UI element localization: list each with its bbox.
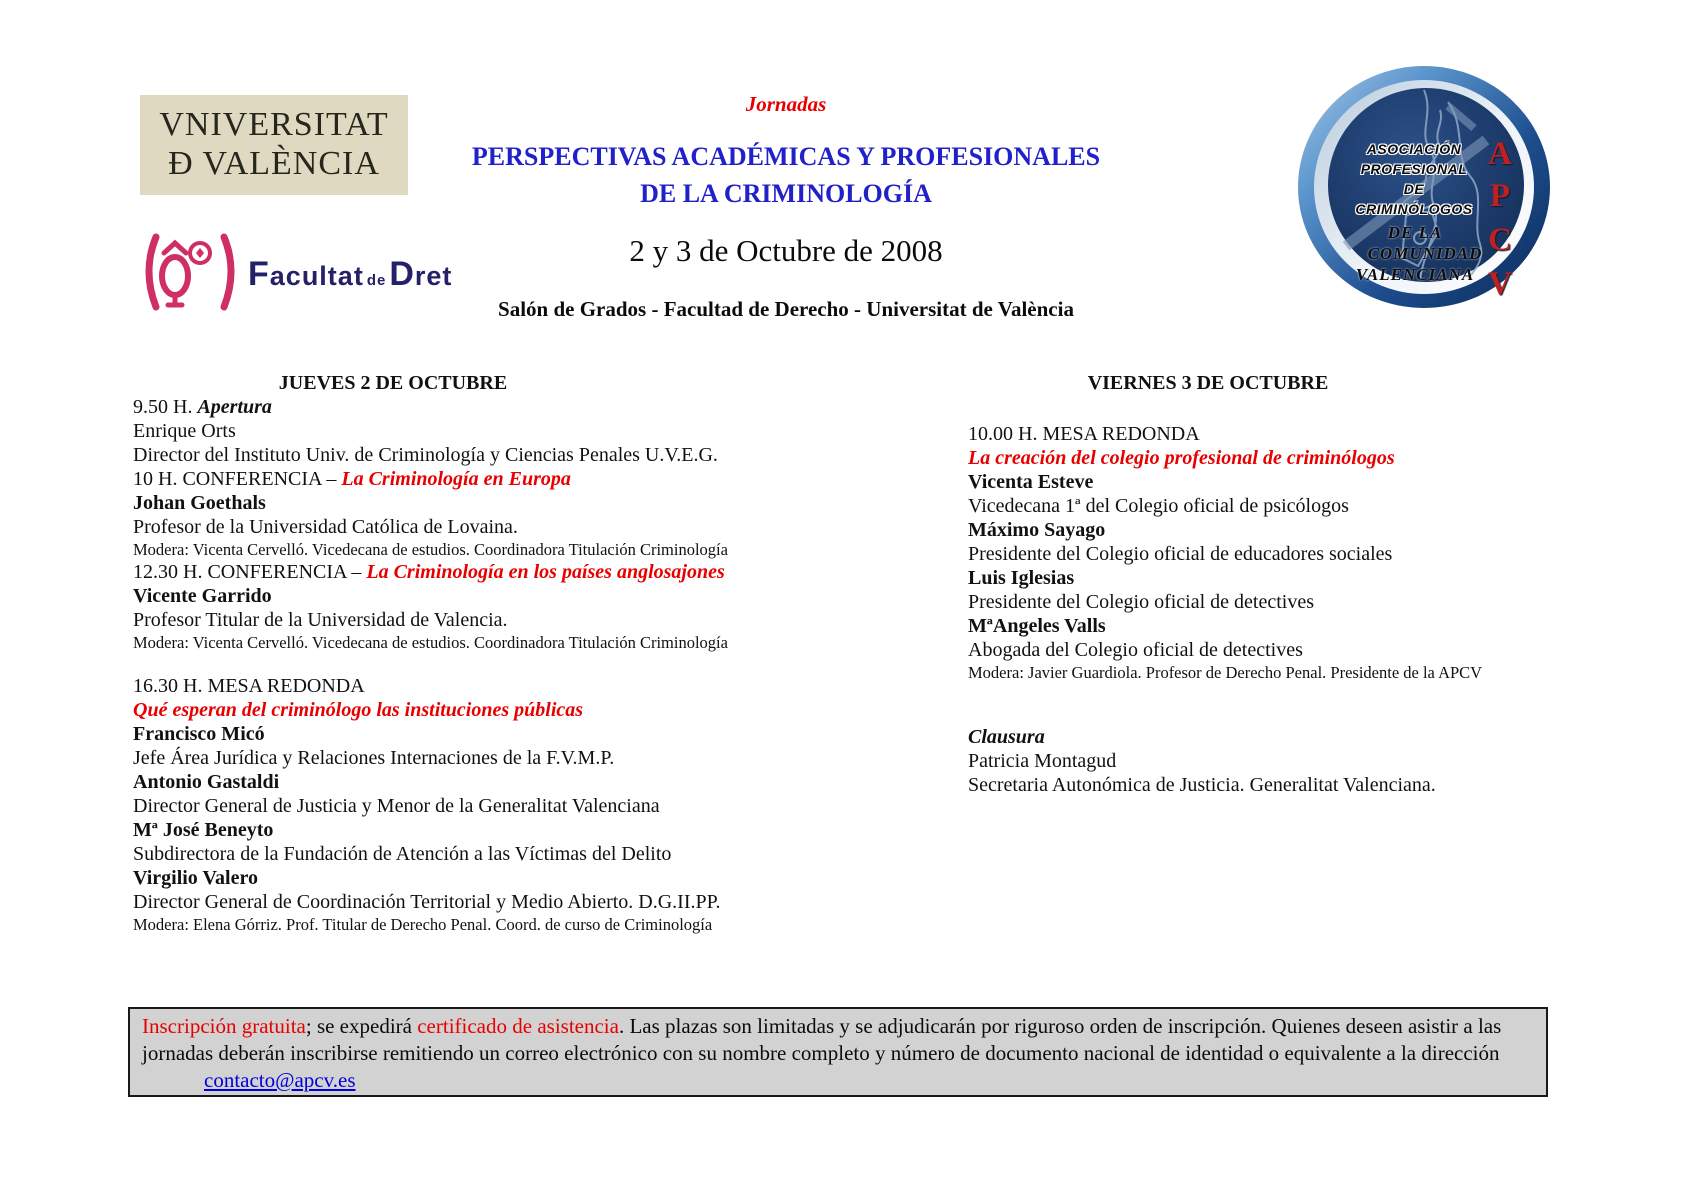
apcv-ring-text-2: PROFESIONAL	[1360, 161, 1468, 177]
program-line	[968, 518, 1448, 542]
program-line	[968, 773, 1448, 797]
apcv-ring-text-1: ASOCIACIÓN	[1366, 141, 1462, 157]
apcv-globe	[1328, 88, 1524, 302]
text-segment: Vicente Garrido	[133, 585, 272, 607]
text-segment: Vicenta Esteve	[968, 471, 1094, 493]
session-title-text: La Criminología en Europa	[341, 468, 571, 490]
program-line	[968, 590, 1448, 614]
text-segment: Subdirectora de la Fundación de Atención a las Víctimas del Delito	[133, 843, 672, 865]
program-line	[133, 914, 823, 935]
apcv-letter-v: V	[1488, 266, 1512, 302]
text-segment: Luis Iglesias	[968, 567, 1075, 589]
text-segment: Francisco Micó	[133, 723, 265, 745]
text-segment: Modera: Elena Górriz. Prof. Titular de Derecho Penal. Coord. de curso de Criminología	[133, 915, 713, 934]
program-line	[133, 491, 823, 515]
program-line	[133, 608, 823, 632]
program-line	[968, 566, 1448, 590]
program-line	[133, 818, 823, 842]
blank-line	[968, 704, 1448, 725]
program-line	[133, 746, 823, 770]
text-segment: MªAngeles Valls	[968, 615, 1106, 637]
text-segment: 10.00 H. MESA REDONDA	[968, 423, 1200, 445]
thursday-column-title: JUEVES 2 DE OCTUBRE	[278, 372, 508, 394]
dret-word: ret	[414, 260, 453, 291]
program-line	[133, 443, 823, 467]
program-line	[133, 467, 823, 491]
program-line	[968, 494, 1448, 518]
program-line	[133, 515, 823, 539]
program-line	[968, 614, 1448, 638]
text-segment: Modera: Vicenta Cervelló. Vicedecana de estudios. Coordinadora Titulación Criminología	[133, 633, 728, 652]
program-column-thursday	[133, 371, 823, 935]
program-line	[968, 749, 1448, 773]
text-segment: 9.50 H.	[133, 396, 198, 418]
text-segment: ; se expedirá	[305, 1014, 418, 1038]
apcv-ring-text-3: DE	[1403, 181, 1425, 197]
apcv-letter-a: A	[1488, 136, 1512, 172]
text-segment: Antonio Gastaldi	[133, 771, 280, 793]
text-segment: Director del Instituto Univ. de Criminología y Ciencias Penales U.V.E.G.	[133, 444, 718, 466]
blank-line	[968, 683, 1448, 704]
program-line	[133, 584, 823, 608]
program-line	[133, 722, 823, 746]
registration-info-box	[128, 1007, 1548, 1097]
apcv-serif-text-1: DE LA	[1387, 223, 1443, 242]
text-segment: Mª José Beneyto	[133, 819, 274, 841]
jornadas-label: Jornadas	[745, 92, 827, 116]
thursday-schedule	[133, 395, 823, 935]
program-line	[133, 698, 823, 722]
session-title-text: La Criminología en los países anglosajones	[366, 561, 725, 583]
text-segment: . Las plazas son limitadas y se adjudicarán por riguroso orden de inscripción. Quienes deseen asistir a las jornadas deberán inscribirse remitiendo un correo electrónico con su nombre completo y número de documento nacional de identidad o equivalente a la dirección	[142, 1014, 1502, 1065]
program-line	[968, 422, 1448, 446]
session-title-text: La creación del colegio profesional de criminólogos	[968, 447, 1395, 469]
event-title-line2: DE LA CRIMINOLOGÍA	[640, 179, 932, 208]
friday-schedule	[968, 422, 1483, 797]
text-segment: Máximo Sayago	[968, 519, 1106, 541]
text-segment: Director General de Justicia y Menor de la Generalitat Valenciana	[133, 795, 660, 817]
program-line	[133, 632, 823, 653]
text-segment: Johan Goethals	[133, 492, 266, 514]
text-segment: Enrique Orts	[133, 420, 236, 442]
program-line	[133, 890, 823, 914]
text-segment: 16.30 H. MESA REDONDA	[133, 675, 365, 697]
program-line	[133, 794, 823, 818]
event-title	[386, 138, 1186, 212]
uv-logo-line1: VNIVERSITAT	[159, 106, 389, 143]
facultat-dret-wordmark: Facultat deDret	[248, 254, 453, 293]
apcv-ring-text-4: CRIMINÓLOGOS	[1355, 201, 1473, 217]
friday-column-title: VIERNES 3 DE OCTUBRE	[1087, 372, 1329, 394]
text-segment: Abogada del Colegio oficial de detectives	[968, 639, 1303, 661]
program-line	[133, 395, 823, 419]
facultat-de: de	[366, 271, 387, 289]
program-line	[968, 638, 1448, 662]
program-line	[968, 542, 1448, 566]
blank-line	[133, 653, 823, 674]
text-segment: Profesor Titular de la Universidad de Valencia.	[133, 609, 508, 631]
program-line	[133, 866, 823, 890]
text-segment: Clausura	[968, 726, 1045, 748]
facultat-dret-emblem-icon	[138, 231, 242, 318]
text-segment: 12.30 H. CONFERENCIA –	[133, 561, 367, 583]
text-segment: Profesor de la Universidad Católica de Lovaina.	[133, 516, 518, 538]
text-segment: Vicedecana 1ª del Colegio oficial de psicólogos	[968, 495, 1349, 517]
event-date: 2 y 3 de Octubre de 2008	[629, 233, 943, 268]
apcv-serif-text-2: COMUNIDAD	[1367, 244, 1483, 263]
universitat-valencia-logo	[140, 95, 408, 195]
program-line	[133, 842, 823, 866]
apcv-serif-text-3: VALENCIANA	[1355, 265, 1475, 284]
program-line	[968, 470, 1448, 494]
event-venue: Salón de Grados - Facultad de Derecho - Universitat de València	[498, 297, 1074, 321]
program-line	[133, 419, 823, 443]
text-segment: Apertura	[197, 396, 272, 418]
program-line	[968, 446, 1448, 470]
apcv-letter-p: P	[1489, 178, 1511, 214]
session-title-text: Qué esperan del criminólogo las instituciones públicas	[133, 699, 584, 721]
text-segment: 10 H. CONFERENCIA –	[133, 468, 342, 490]
text-segment: Secretaria Autonómica de Justicia. Generalitat Valenciana.	[968, 774, 1436, 796]
program-line	[968, 725, 1448, 749]
text-segment: Presidente del Colegio oficial de detectives	[968, 591, 1314, 613]
text-segment: Jefe Área Jurídica y Relaciones Internaciones de la F.V.M.P.	[133, 747, 615, 769]
program-line	[968, 662, 1483, 683]
facultat-word: acultat	[269, 260, 364, 291]
program-line	[133, 674, 823, 698]
text-segment: certificado de asistencia	[417, 1014, 619, 1038]
text-segment: Modera: Javier Guardiola. Profesor de Derecho Penal. Presidente de la APCV	[968, 663, 1483, 682]
header	[386, 92, 1186, 321]
event-title-line1: PERSPECTIVAS ACADÉMICAS Y PROFESIONALES	[471, 142, 1101, 171]
text-segment: Presidente del Colegio oficial de educadores sociales	[968, 543, 1393, 565]
text-segment: Virgilio Valero	[133, 867, 258, 889]
apcv-letter-c: C	[1488, 222, 1512, 258]
text-segment: Modera: Vicenta Cervelló. Vicedecana de estudios. Coordinadora Titulación Criminología	[133, 540, 728, 559]
uv-logo-line2: Đ VALÈNCIA	[168, 145, 380, 182]
contact-email-link[interactable]: contacto@apcv.es	[204, 1068, 356, 1092]
program-column-friday	[968, 371, 1483, 797]
program-line	[133, 560, 823, 584]
program-line	[133, 539, 823, 560]
text-segment: Patricia Montagud	[968, 750, 1117, 772]
text-segment: Director General de Coordinación Territorial y Medio Abierto. D.G.II.PP.	[133, 891, 721, 913]
program-line	[133, 770, 823, 794]
text-segment: Inscripción gratuita	[142, 1014, 306, 1038]
apcv-association-logo	[1298, 66, 1550, 312]
